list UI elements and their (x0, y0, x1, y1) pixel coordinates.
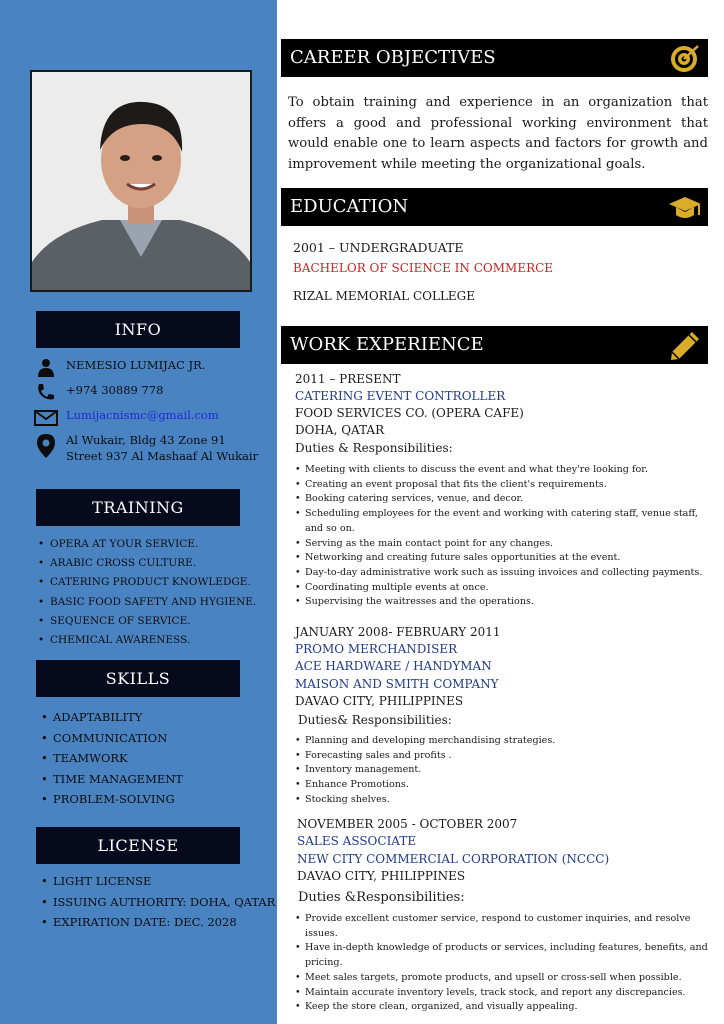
location-pin-icon (34, 432, 58, 460)
job1-duties-list (305, 463, 715, 610)
career-objectives-heading (281, 39, 708, 77)
duty-item: • Creating an event proposal that fits the client's requirements. (305, 478, 715, 493)
skill-item: • COMMUNICATION (53, 729, 183, 750)
duty-item: • Maintain accurate inventory levels, track stock, and report any discrepancies. (305, 986, 715, 1001)
contact-name: NEMESIO LUMIJAC JR. (66, 358, 206, 372)
job1-position: CATERING EVENT CONTROLLER (295, 389, 506, 403)
job3-company: NEW CITY COMMERCIAL CORPORATION (NCCC) (297, 852, 610, 866)
contact-email-link[interactable]: Lumijacnismc@gmail.com (66, 408, 219, 422)
job2-dates: JANUARY 2008- FEBRUARY 2011 (295, 625, 501, 639)
education-degree: BACHELOR OF SCIENCE IN COMMERCE (293, 261, 554, 275)
education-title: EDUCATION (290, 196, 409, 217)
license-item: • EXPIRATION DATE: DEC. 2028 (53, 913, 275, 934)
duty-item: • Booking catering services, venue, and decor. (305, 492, 715, 507)
work-experience-heading (281, 326, 708, 364)
job2-duties-label: Duties& Responsibilities: (298, 713, 452, 727)
training-item: • BASIC FOOD SAFETY AND HYGIENE. (50, 593, 256, 612)
graduation-cap-icon (668, 191, 702, 223)
duty-item: • Inventory management. (305, 763, 715, 778)
phone-icon (34, 382, 58, 402)
duty-item: • Day-to-day administrative work such as issuing invoices and collecting payments. (305, 566, 715, 581)
skill-item: • PROBLEM-SOLVING (53, 790, 183, 811)
skills-list (53, 708, 183, 811)
job2-company-2: MAISON AND SMITH COMPANY (295, 677, 499, 691)
job1-company: FOOD SERVICES CO. (OPERA CAFE) (295, 406, 524, 420)
job2-duties-list (305, 734, 715, 808)
duty-item: • Networking and creating future sales opportunities at the event. (305, 551, 715, 566)
job3-position: SALES ASSOCIATE (297, 834, 417, 848)
profile-photo (30, 70, 252, 292)
info-heading: INFO (36, 311, 240, 348)
duty-item: • Keep the store clean, organized, and visually appealing. (305, 1000, 715, 1015)
info-name-row (34, 357, 205, 377)
skill-item: • ADAPTABILITY (53, 708, 183, 729)
job1-duties-label: Duties & Responsibilities: (295, 441, 453, 455)
duty-item: • Have in-depth knowledge of products or services, including features, benefits, and pricing. (305, 941, 715, 970)
training-item: • CHEMICAL AWARENESS. (50, 631, 256, 650)
work-experience-title: WORK EXPERIENCE (290, 334, 484, 355)
license-item: • ISSUING AUTHORITY: DOHA, QATAR (53, 893, 275, 914)
duty-item: • Supervising the waitresses and the operations. (305, 595, 715, 610)
training-item: • SEQUENCE OF SERVICE. (50, 612, 256, 631)
envelope-icon (34, 407, 58, 427)
job2-company-1: ACE HARDWARE / HANDYMAN (295, 659, 492, 673)
target-icon (668, 42, 702, 74)
pencil-icon (668, 329, 702, 361)
contact-phone: +974 30889 778 (66, 383, 164, 397)
license-list (53, 872, 275, 934)
contact-address (66, 432, 258, 464)
duty-item: • Enhance Promotions. (305, 778, 715, 793)
training-list (50, 535, 256, 650)
license-heading: LICENSE (36, 827, 240, 864)
duty-item: • Coordinating multiple events at once. (305, 581, 715, 596)
address-line-1: Al Wukair, Bldg 43 Zone 91 (66, 433, 226, 447)
person-icon (34, 357, 58, 377)
duty-item: • Meeting with clients to discuss the event and what they're looking for. (305, 463, 715, 478)
duty-item: • Planning and developing merchandising strategies. (305, 734, 715, 749)
job3-dates: NOVEMBER 2005 - OCTOBER 2007 (297, 817, 518, 831)
job1-location: DOHA, QATAR (295, 423, 385, 437)
education-heading (281, 188, 708, 226)
job3-duties-label: Duties &Responsibilities: (298, 890, 465, 905)
job2-location: DAVAO CITY, PHILIPPINES (295, 694, 464, 708)
duty-item: • Serving as the main contact point for any changes. (305, 537, 715, 552)
skill-item: • TEAMWORK (53, 749, 183, 770)
info-address-row (34, 432, 258, 464)
duty-item: • Provide excellent customer service, respond to customer inquiries, and resolve issues. (305, 912, 715, 941)
career-objectives-title: CAREER OBJECTIVES (290, 47, 496, 68)
info-email-row (34, 407, 219, 427)
education-level: 2001 – UNDERGRADUATE (293, 240, 464, 255)
address-line-2: Street 937 Al Mashaaf Al Wukair (66, 449, 259, 463)
job1-dates: 2011 – PRESENT (295, 372, 401, 386)
skill-item: • TIME MANAGEMENT (53, 770, 183, 791)
person-portrait (32, 72, 250, 290)
info-phone-row (34, 382, 163, 402)
training-item: • CATERING PRODUCT KNOWLEDGE. (50, 573, 256, 592)
skills-heading: SKILLS (36, 660, 240, 697)
job3-location: DAVAO CITY, PHILIPPINES (297, 869, 466, 883)
license-item: • LIGHT LICENSE (53, 872, 275, 893)
training-item: • ARABIC CROSS CULTURE. (50, 554, 256, 573)
duty-item: • Meet sales targets, promote products, and upsell or cross-sell when possible. (305, 971, 715, 986)
training-item: • OPERA AT YOUR SERVICE. (50, 535, 256, 554)
duty-item: • Scheduling employees for the event and working with catering staff, venue staff, and so on. (305, 507, 715, 536)
education-school: RIZAL MEMORIAL COLLEGE (293, 289, 476, 303)
duty-item: • Stocking shelves. (305, 793, 715, 808)
job2-position: PROMO MERCHANDISER (295, 642, 458, 656)
duty-item: • Forecasting sales and profits . (305, 749, 715, 764)
job3-duties-list (305, 912, 715, 1015)
career-objectives-text: To obtain training and experience in an organization that offers a good and professional working environment that would enable one to learn aspects and factors for growth and improvement while meeting the organizational goals. (288, 95, 708, 172)
training-heading: TRAINING (36, 489, 240, 526)
